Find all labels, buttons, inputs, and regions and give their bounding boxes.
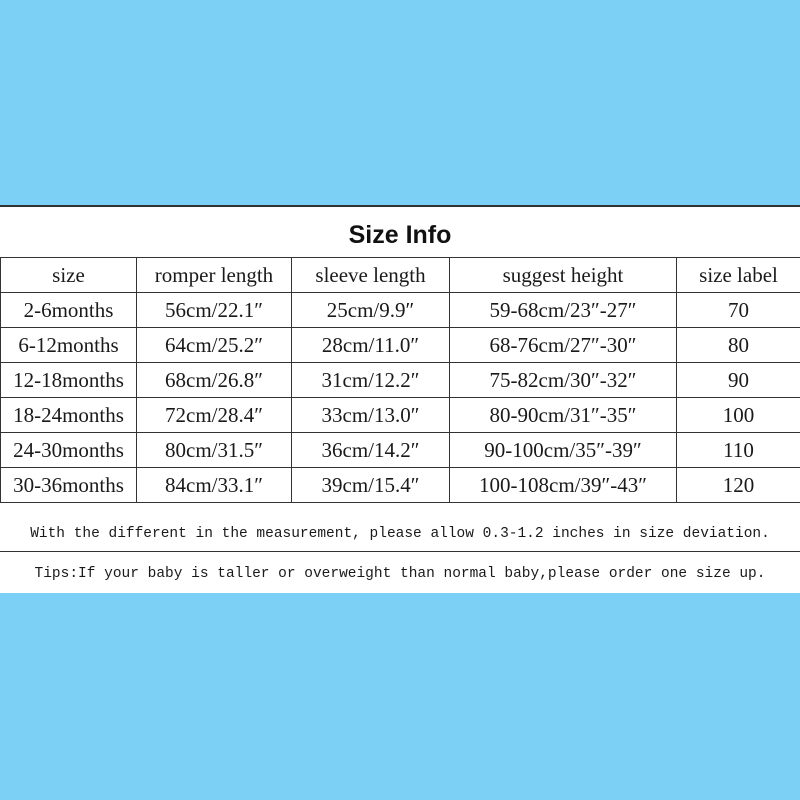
cell-romper-length: 68cm/26.8″ [137,363,292,398]
cell-size: 2-6months [1,293,137,328]
header-suggest-height: suggest height [450,258,677,293]
cell-size-label: 70 [677,293,800,328]
cell-sleeve-length: 25cm/9.9″ [292,293,450,328]
cell-suggest-height: 90-100cm/35″-39″ [450,433,677,468]
cell-romper-length: 56cm/22.1″ [137,293,292,328]
cell-sleeve-length: 39cm/15.4″ [292,468,450,503]
cell-sleeve-length: 33cm/13.0″ [292,398,450,433]
header-sleeve-length: sleeve length [292,258,450,293]
header-size: size [1,258,137,293]
cell-size-label: 100 [677,398,800,433]
table-row [1,433,800,468]
table-header-row [1,258,800,293]
cell-sleeve-length: 36cm/14.2″ [292,433,450,468]
cell-sleeve-length: 28cm/11.0″ [292,328,450,363]
size-table [0,257,800,503]
cell-size-label: 110 [677,433,800,468]
cell-suggest-height: 68-76cm/27″-30″ [450,328,677,363]
deviation-note: With the different in the measurement, please allow 0.3-1.2 inches in size deviation. [0,517,800,552]
cell-size-label: 90 [677,363,800,398]
cell-size: 30-36months [1,468,137,503]
cell-romper-length: 64cm/25.2″ [137,328,292,363]
cell-suggest-height: 100-108cm/39″-43″ [450,468,677,503]
header-size-label: size label [677,258,800,293]
cell-suggest-height: 59-68cm/23″-27″ [450,293,677,328]
table-row [1,398,800,433]
cell-sleeve-length: 31cm/12.2″ [292,363,450,398]
table-row [1,363,800,398]
cell-size-label: 120 [677,468,800,503]
cell-size: 6-12months [1,328,137,363]
cell-size-label: 80 [677,328,800,363]
header-romper-length: romper length [137,258,292,293]
cell-size: 24-30months [1,433,137,468]
table-row [1,293,800,328]
tips-note: Tips:If your baby is taller or overweight than normal baby,please order one size up. [34,566,766,582]
cell-romper-length: 72cm/28.4″ [137,398,292,433]
chart-title: Size Info [348,221,452,249]
size-chart-card [0,205,800,593]
cell-size: 18-24months [1,398,137,433]
divider [0,205,800,207]
cell-suggest-height: 80-90cm/31″-35″ [450,398,677,433]
cell-romper-length: 80cm/31.5″ [137,433,292,468]
cell-suggest-height: 75-82cm/30″-32″ [450,363,677,398]
cell-size: 12-18months [1,363,137,398]
table-row [1,468,800,503]
cell-romper-length: 84cm/33.1″ [137,468,292,503]
table-row [1,328,800,363]
